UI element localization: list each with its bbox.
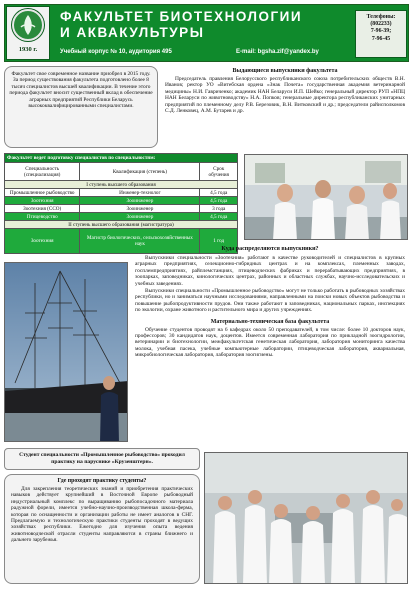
table-cell: Птицеводство [5,213,80,221]
table-header: Квалификация (степень) [80,163,200,181]
table-stage: II ступень высшего образования (магистратура) [5,221,238,229]
table-cell: Магистр биологических, сельскохозяйственных наук [80,229,200,254]
sailing-ship-photo [4,262,128,442]
founded-year: 1930 г. [18,46,38,53]
lab-students-photo [244,154,408,240]
practice-text: Для закрепления теоретических знаний и приобретения практических навыков действует крупнейший в Восточной Европе рыбоводный индустриальный комплекс по выращиванию рыбопосадочного материала радужной форели, имеется учебно-научно-производственная школа-ферма, которая по оснащенности и организации работы не имеет аналогов в СНГ. Предлагаемую и технологическую практики студенты проходят в ведущих хозяйствах республики. Ежегодно для изучения опыта ведения животноводческой отрасли студенты направляются в страны ближнего и дальнего зарубежья. [11,486,193,544]
table-cell: Промышленное рыбоводство [5,189,80,197]
phone-1: 7-96-39; [370,28,392,35]
emblem-icon [12,9,44,41]
table-stage: I ступень высшего образования [5,181,238,189]
intro-text: Факультет свое современное название приобрел в 2015 году. За период существования факультета подготовлено более 8 тысяч специалистов высшей квалификации. В течение этого периода факультет вносит существенный вклад в обеспечение аграрных предприятий Республики Беларусь высококвалифицированными специалистами. [9,71,153,110]
table-cell: 4,5 года [200,197,238,205]
graduates-section [162,66,408,150]
graduates-text: Председатель правления Белорусского республиканского союза потребительских обществ В.Н. Иванов; ректор УО «Витебская ордена «Знак Почета» государственная академия ветеринарной медицины» Н.И. Гавриченко; академик НАН Беларуси И.П. Шейко; генеральный директор РУП «НПЦ НАН Беларуси по животноводству» Н.А. Попков; генеральные директора республиканских унитарных предприятий по племенному делу Р.В. Березовик, В.Н. Витковский и др.; председатели райисполкомов С.Д. Ленковец, А.М. Бутарев и др. [165,76,405,115]
phone-2: 7-96-45 [371,35,391,42]
table-row [5,197,238,205]
table-cell: Зоотехния [5,229,80,254]
table-cell: 4,5 года [200,213,238,221]
table-cell: Зоотехния (ССО) [5,205,80,213]
distribution-text-1: Выпускники специальности «Зоотехния» работают в качестве руководителей и специалистов в крупных аграрных предприятиях, селекционно-гибридных центрах и на комплексах, племенных заводах, госплемпредприятиях, райплемстанциях, птицеводческих фабриках и перерабатывающих предприятиях, в зоопарках, заповедниках, кинологических центрах, районных и областных службах, научно-исследовательских и учебных заведениях. [135,255,405,287]
table-cell: Зооинженер [80,213,200,221]
table-row [5,205,238,213]
facilities-title: Материально-техническая база факультета [210,318,330,325]
table-cell: 3 года [200,205,238,213]
ship-caption-box [4,448,200,470]
phones-box [355,10,407,58]
ship-caption: Студент специальности «Промышленное рыбоводство» проходил практику на паруснике «Крузенштерн». [19,452,185,465]
email: E-mail: bgsha.zif@yandex.by [236,49,319,55]
table-cell: Инженер-технолог [80,189,200,197]
page-title-line2: И АКВАКУЛЬТУРЫ [60,25,205,40]
table-cell: Зоотехния [5,197,80,205]
graduates-title: Выдающиеся выпускники факультета [232,68,338,74]
table-cell: Зооинженер [80,205,200,213]
table-header: Срок обучения [200,163,238,181]
practice-panel [4,474,200,584]
facilities-text: Обучение студентов проводят на 6 кафедрах около 50 преподавателей, в том числе: более 10 докторов наук, профессоров; 30 кандидатов наук, доцентов. Имеется современная лаборатория по прикладной зоогидрологии, ветеринарии и биотехнологии, межфакультетская генетическая лаборатория, лаборатория мониторинга качества молока, учебная пасека, учебные компьютерные лаборатории, птицеводческая лаборатория, аквариальная, микробиологическая лаборатория, лаборатория зоогигиены. [135,326,405,359]
address: Учебный корпус № 10, аудитория 495 [60,49,172,55]
page-title-line1: ФАКУЛЬТЕТ БИОТЕХНОЛОГИИ [60,9,303,24]
distribution-section [132,244,408,444]
table-caption: Факультет ведет подготовку специалистов по специальностям: [5,154,238,163]
specialties-table [4,153,238,254]
table-row [5,189,238,197]
table-cell: Зооинженер [80,197,200,205]
phone-code: (802233) [370,21,392,28]
lab-group-photo [204,452,408,584]
practice-title: Где проходят практику студенты? [57,478,147,484]
table-header: Специальность (специализация) [5,163,80,181]
intro-panel [4,66,158,148]
table-row [5,213,238,221]
phones-label: Телефоны: [366,14,396,20]
distribution-text-2: Выпускники специальности «Промышленное рыбоводство» могут не только работать в рыбоводных хозяйствах республики, но и заниматься научными исследованиями, направленными на поиски новых объектов рыбоводства и повышение рыбопродуктивности прудов. Они также работают в заповедниках, национальных парках, инспекциях по экологии, охране животного и растительного мира и других учреждениях. [135,288,405,314]
table-cell: 1 год [200,229,238,254]
distribution-title: Куда распределяются выпускники? [221,246,319,252]
table-cell: 4,5 года [200,189,238,197]
